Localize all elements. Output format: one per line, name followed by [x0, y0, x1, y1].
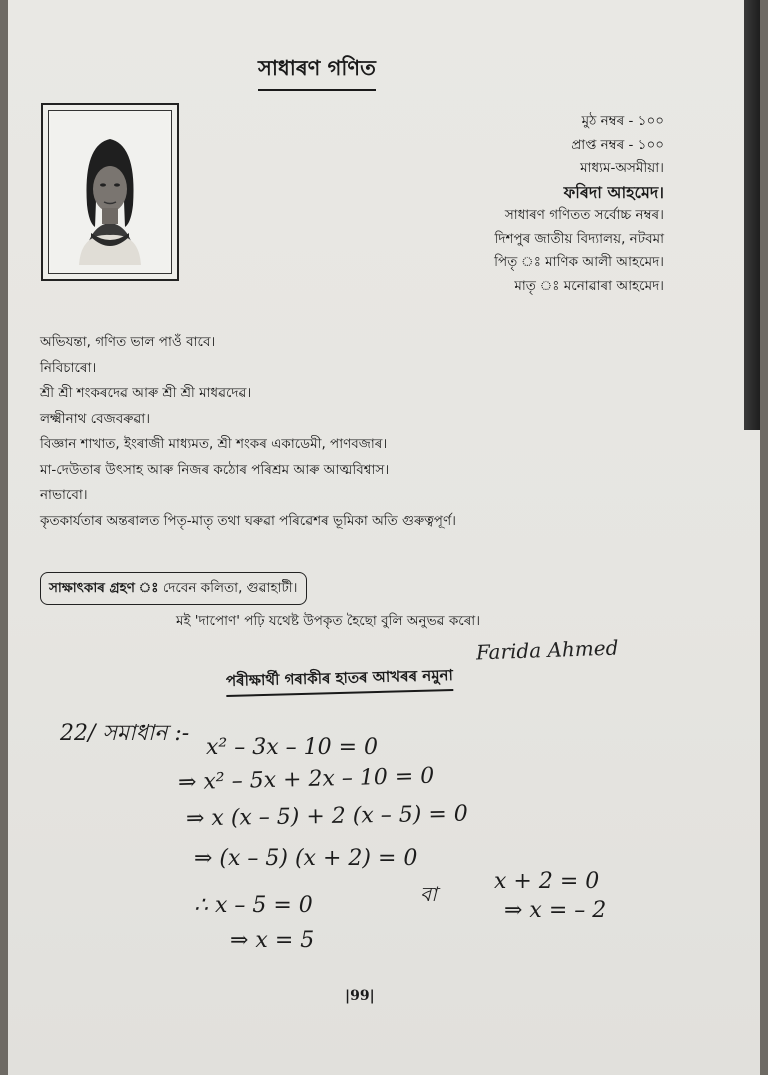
interviewer-label: সাক্ষাৎকাৰ গ্ৰহণ ঃ — [49, 580, 159, 596]
answers-list — [40, 330, 456, 534]
handwriting-sample-title: পৰীক্ষাৰ্থী গৰাকীৰ হাতৰ আখৰৰ নমুনা — [226, 664, 454, 697]
answer-line: শ্ৰী শ্ৰী শংকৰদেৱ আৰু শ্ৰী শ্ৰী মাধৱদেৱ। — [40, 385, 252, 401]
interviewer-name: দেবেন কলিতা, গুৱাহাটী। — [162, 580, 298, 596]
answer-line: কৃতকাৰ্যতাৰ অন্তৰালত পিতৃ-মাতৃ তথা ঘৰুৱা পৰিৱেশৰ ভূমিকা অতি গুৰুত্বপূৰ্ণ। — [40, 512, 456, 529]
answer-line: লক্ষ্মীনাথ বেজবৰুৱা। — [40, 410, 151, 427]
hw-line: ⇒ x² – 5x + 2x – 10 = 0 — [177, 763, 435, 796]
hw-line: ⇒ x (x – 5) + 2 (x – 5) = 0 — [185, 801, 468, 832]
answer-line: অভিযন্তা, গণিত ভাল পাওঁ বাবে। — [40, 334, 216, 350]
hw-line: ∴ x – 5 = 0 — [194, 893, 313, 918]
father-name: পিতৃ ঃ মাণিক আলী আহমেদ। — [494, 254, 664, 270]
hw-line: ⇒ (x – 5) (x + 2) = 0 — [194, 846, 418, 871]
hw-line: x² – 3x – 10 = 0 — [206, 735, 379, 760]
portrait-image — [43, 105, 177, 279]
student-name: ফৰিদা আহমেদ। — [563, 182, 664, 202]
student-photo — [41, 103, 179, 281]
obtained-marks: প্ৰাপ্ত নম্বৰ - ১০০ — [571, 136, 664, 153]
answer-line: মা-দেউতাৰ উৎসাহ আৰু নিজৰ কঠোৰ পৰিশ্ৰম আৰু আত্মবিশ্বাস। — [40, 461, 390, 478]
school-name: দিশপুৰ জাতীয় বিদ্যালয়, নটবমা — [494, 230, 664, 247]
student-signature: Farida Ahmed — [475, 635, 619, 665]
answer-line: নাভাবো। — [40, 487, 88, 503]
highest-marks-note: সাধাৰণ গণিতত সৰ্বোচ্চ নম্বৰ। — [504, 207, 664, 223]
hw-line: ⇒ x = 5 — [230, 928, 315, 953]
student-remark: মই 'দাপোণ' পঢ়ি যথেষ্ট উপকৃত হৈছো বুলি অনুভৱ কৰো। — [176, 613, 481, 629]
mother-name: মাতৃ ঃ মনোৱাৰা আহমেদ। — [514, 277, 664, 294]
binder-edge — [744, 0, 760, 430]
interviewer-box — [40, 572, 307, 605]
answer-line: বিজ্ঞান শাখাত, ইংৰাজী মাধ্যমত, শ্ৰী শংকৰ একাডেমী, পাণবজাৰ। — [40, 436, 388, 452]
hw-question-label: 22/ সমাধান :- — [60, 721, 190, 746]
medium: মাধ্যম-অসমীয়া। — [580, 160, 664, 176]
hw-line: ⇒ x = – 2 — [504, 898, 607, 923]
answer-line: নিবিচাৰো। — [40, 359, 97, 376]
page-title: সাধাৰণ গণিত — [258, 52, 376, 91]
hw-or-word: বা — [420, 882, 437, 906]
total-marks: মুঠ নম্বৰ - ১০০ — [581, 113, 664, 129]
student-info — [494, 110, 664, 298]
document-page — [8, 0, 760, 1075]
hw-line: x + 2 = 0 — [494, 869, 600, 894]
page-number: |99| — [345, 988, 375, 1004]
